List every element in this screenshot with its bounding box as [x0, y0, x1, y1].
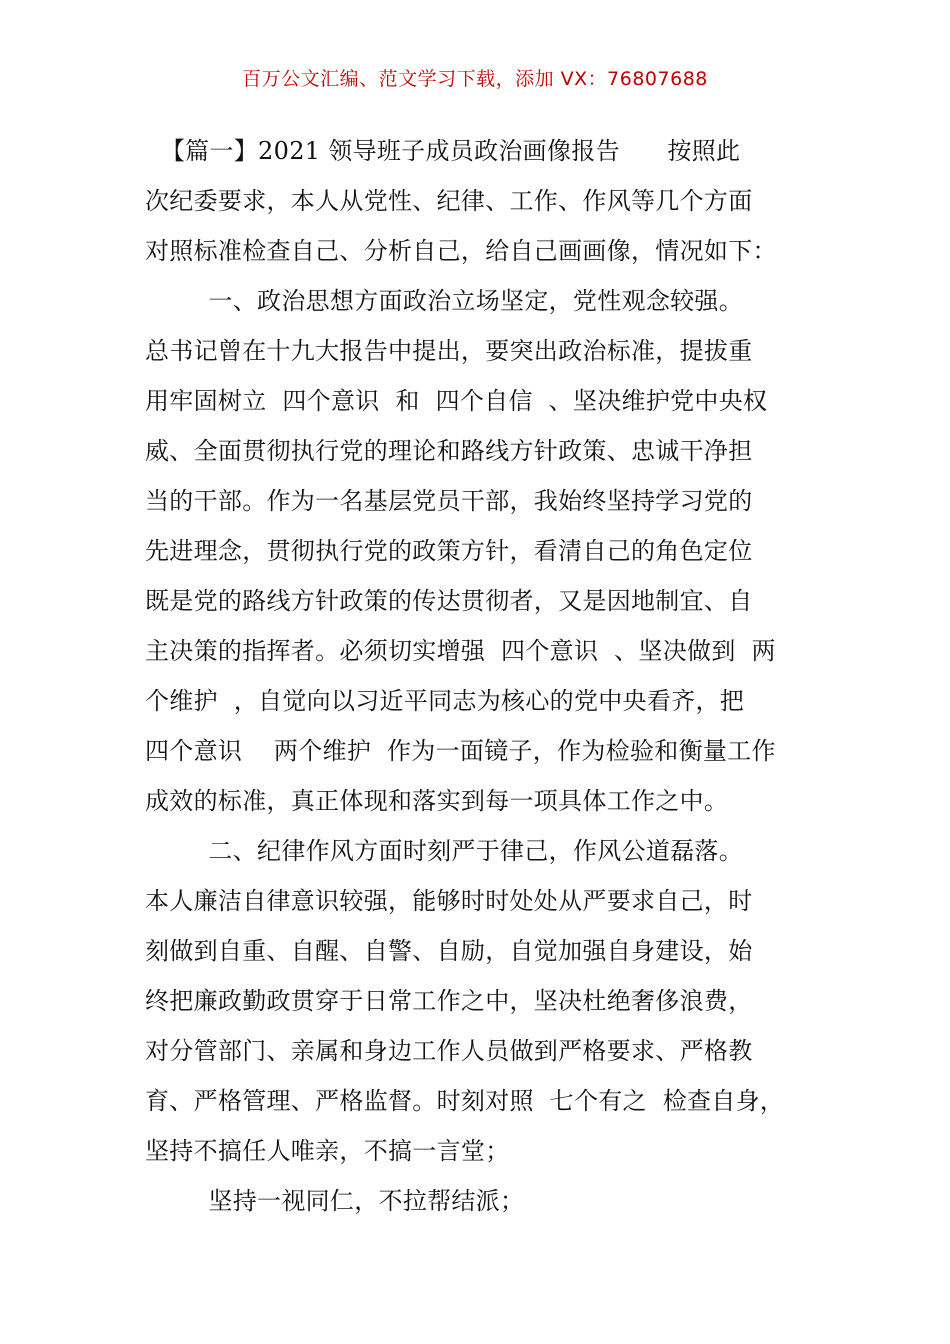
paragraph-line: 先进理念，贯彻执行党的政策方针，看清自己的角色定位	[145, 537, 753, 565]
header-banner: 百万公文汇编、范文学习下载，添加 VX：76807688	[242, 68, 708, 90]
section-heading-line: 二、纪律作风方面时刻严于律己，作风公道磊落。	[145, 837, 744, 865]
paragraph-line: 四个意识 两个维护 作为一面镜子，作为检验和衡量工作	[145, 737, 776, 765]
paragraph-line: 本人廉洁自律意识较强，能够时时处处从严要求自己，时	[145, 887, 753, 915]
paragraph-line: 个维护 ，自觉向以习近平同志为核心的党中央看齐，把	[145, 687, 745, 715]
paragraph-line: 对分管部门、亲属和身边工作人员做到严格要求、严格教	[145, 1037, 753, 1065]
paragraph-line: 终把廉政勤政贯穿于日常工作之中，坚决杜绝奢侈浪费，	[145, 987, 753, 1015]
section-heading-line: 一、政治思想方面政治立场坚定，党性观念较强。	[145, 287, 744, 315]
paragraph-line: 坚持一视同仁，不拉帮结派；	[145, 1187, 525, 1215]
paragraph-line: 既是党的路线方针政策的传达贯彻者，又是因地制宜、自	[145, 587, 753, 615]
paragraph-line: 对照标准检查自己、分析自己，给自己画画像，情况如下：	[145, 237, 777, 265]
paragraph-line: 威、全面贯彻执行党的理论和路线方针政策、忠诚干净担	[145, 437, 753, 465]
paragraph-line: 主决策的指挥者。必须切实增强 四个意识 、坚决做到 两	[145, 637, 776, 665]
paragraph-line: 次纪委要求，本人从党性、纪律、工作、作风等几个方面	[145, 187, 753, 215]
paragraph-line: 刻做到自重、自醒、自警、自励，自觉加强自身建设，始	[145, 937, 753, 965]
paragraph-line: 育、严格管理、严格监督。时刻对照 七个有之 检查自身，	[145, 1087, 785, 1115]
paragraph-line: 坚持不搞任人唯亲，不搞一言堂；	[145, 1137, 510, 1165]
paragraph-line: 成效的标准，真正体现和落实到每一项具体工作之中。	[145, 787, 729, 815]
paragraph-line: 当的干部。作为一名基层党员干部，我始终坚持学习党的	[145, 487, 753, 515]
paragraph-line: 总书记曾在十九大报告中提出，要突出政治标准，提拔重	[145, 337, 753, 365]
paragraph-line: 用牢固树立 四个意识 和 四个自信 、坚决维护党中央权	[145, 387, 768, 415]
paragraph-line: 【篇一】2021 领导班子成员政治画像报告 按照此	[145, 137, 741, 165]
